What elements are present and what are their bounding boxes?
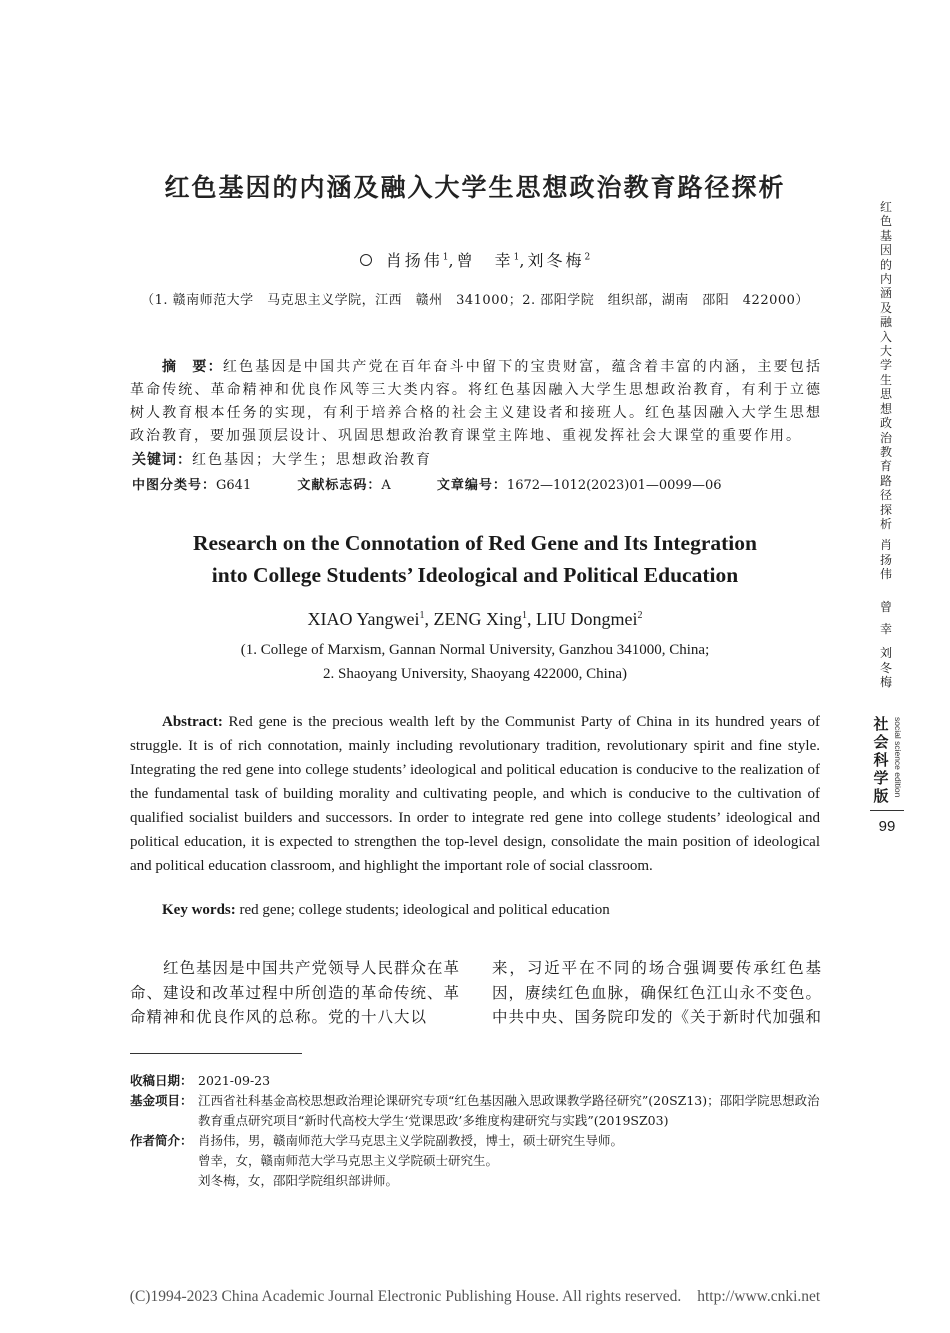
sidebar-char: 径 bbox=[879, 488, 892, 503]
affiliation-cn: （1. 赣南师范大学 马克思主义学院，江西 赣州 341000；2. 邵阳学院 组织部，湖南 邵阳 422000） bbox=[141, 293, 809, 308]
footnote-label: 收稿日期： bbox=[130, 1073, 193, 1088]
sidebar-char: 幸 bbox=[879, 622, 892, 636]
sidebar-char: 大 bbox=[879, 344, 892, 359]
keywords-en-text: red gene; college students; ideological and political education bbox=[235, 902, 610, 918]
doc-code-label: 文献标志码： bbox=[297, 478, 382, 493]
footnote-text: 刘冬梅，女，邵阳学院组织部讲师。 bbox=[198, 1173, 399, 1188]
sidebar-char: 社 bbox=[873, 715, 889, 733]
sidebar-char: 育 bbox=[879, 459, 892, 474]
clc-value: G641 bbox=[216, 478, 252, 493]
sidebar-author-2 bbox=[875, 596, 897, 640]
sidebar-char: 学 bbox=[879, 358, 892, 373]
author-en-1: XIAO Yangwei bbox=[307, 609, 420, 629]
keywords-en-label: Key words: bbox=[162, 902, 236, 918]
copyright-text: (C)1994-2023 China Academic Journal Electronic Publishing House. All rights reserved. bbox=[129, 1288, 682, 1305]
sidebar-char: 路 bbox=[879, 473, 892, 488]
sidebar-title bbox=[875, 200, 897, 531]
footnote-text: 2021-09-23 bbox=[198, 1073, 271, 1088]
circle-bullet-icon bbox=[360, 254, 372, 266]
footnote-fund bbox=[130, 1091, 822, 1131]
sidebar-char: 涵 bbox=[879, 286, 892, 301]
footnote-text: 肖扬伟，男，赣南师范大学马克思主义学院副教授，博士，硕士研究生导师。 bbox=[198, 1133, 624, 1148]
sidebar-char: 基 bbox=[879, 228, 892, 243]
abstract-cn bbox=[130, 356, 822, 448]
abstract-en-text: Red gene is the precious wealth left by the Communist Party of China in its hundred years of struggle. It is of rich connotation, mainly including revolutionary tradition, revolutionary spirit and fine style. Integrating the red gene into college students’ ideological and political education is conducive to the realization of the fundamental task of building morality and cultivating people, and which is conducive to the cultivation of qualified socialist builders and successors. In order to integrate red gene into college students’ ideological and political education, it is expected to strengthen the top-level design, consolidate the main position of ideological and political education classroom, and highlight the important role of social classroom. bbox=[130, 714, 820, 874]
page-number: 99 bbox=[878, 818, 896, 835]
author-en-1-sup: 1 bbox=[419, 610, 425, 621]
classification-row bbox=[130, 474, 822, 493]
affiliation-en bbox=[0, 638, 950, 686]
sidebar-journal-name bbox=[870, 715, 892, 805]
author-en-2: ZENG Xing bbox=[433, 609, 522, 629]
sidebar-char: 伟 bbox=[879, 567, 892, 581]
author-cn-3-sup: 2 bbox=[584, 252, 591, 263]
sidebar-char: 入 bbox=[879, 329, 892, 344]
sidebar-char: 红 bbox=[879, 200, 892, 214]
affiliation-en-line1: (1. College of Marxism, Gannan Normal University, Ganzhou 341000, China; bbox=[240, 642, 710, 658]
footnote-author-bio-3 bbox=[130, 1171, 822, 1191]
clc-label: 中图分类号： bbox=[132, 478, 217, 493]
footnote-label: 作者简介： bbox=[130, 1133, 193, 1148]
authors-cn bbox=[0, 248, 950, 271]
copyright-line bbox=[0, 1288, 950, 1306]
keywords-en bbox=[162, 902, 822, 919]
affiliation-en-line2: 2. Shaoyang University, Shaoyang 422000, China) bbox=[323, 666, 627, 682]
sidebar-divider bbox=[870, 810, 904, 811]
sidebar-char: 生 bbox=[879, 372, 892, 387]
article-no-value: 1672—1012(2023)01—0099—06 bbox=[506, 478, 722, 493]
sidebar-char: 色 bbox=[879, 214, 892, 229]
author-sep: , bbox=[424, 609, 434, 629]
sidebar-char: 学 bbox=[873, 769, 889, 787]
sidebar-char: 治 bbox=[879, 430, 892, 445]
footnote-label: 基金项目： bbox=[130, 1093, 193, 1108]
title-cn: 红色基因的内涵及融入大学生思想政治教育路径探析 bbox=[164, 173, 786, 202]
sidebar-char: 梅 bbox=[879, 675, 892, 689]
sidebar-author-3 bbox=[875, 646, 897, 690]
sidebar-char: 因 bbox=[879, 243, 892, 258]
sidebar-char: 探 bbox=[879, 502, 892, 517]
author-en-3: LIU Dongmei bbox=[536, 609, 638, 629]
sidebar-char: 及 bbox=[879, 300, 892, 315]
sidebar-char: 曾 bbox=[879, 600, 892, 614]
sidebar-char: 析 bbox=[879, 516, 892, 531]
author-en-3-sup: 2 bbox=[637, 610, 643, 621]
doc-code-value: A bbox=[381, 478, 391, 493]
footnote-label bbox=[130, 1151, 198, 1171]
abstract-en bbox=[130, 710, 820, 878]
body-column-1: 红色基因是中国共产党领导人民群众在革命、建设和改革过程中所创造的革命传统、革命精神和优良作风的总称。党的十八大以 bbox=[130, 959, 461, 1026]
footnote-text: 江西省社科基金高校思想政治理论课研究专项“红色基因融入思政课教学路径研究”(20SZ13)；邵阳学院思想政治教育重点研究项目“新时代高校大学生‘党课思政’多维度构建研究与实践”(2019SZ03) bbox=[198, 1093, 820, 1128]
keywords-cn-label: 关键词： bbox=[132, 452, 192, 468]
sidebar-journal-en: social science edition bbox=[893, 717, 903, 798]
sidebar-char: 刘 bbox=[879, 646, 892, 660]
sidebar-char: 融 bbox=[879, 315, 892, 330]
sidebar-char: 想 bbox=[879, 401, 892, 416]
sidebar-char: 肖 bbox=[879, 538, 892, 552]
title-en-line1: Research on the Connotation of Red Gene and Its Integration bbox=[193, 531, 757, 555]
author-cn-2-sup: 1 bbox=[513, 252, 520, 263]
body-column-2: 来，习近平在不同的场合强调要传承红色基因，赓续红色血脉，确保红色江山永不变色。中共中央、国务院印发的《关于新时代加强和 bbox=[492, 959, 823, 1026]
keywords-cn-text: 红色基因；大学生；思想政治教育 bbox=[192, 452, 432, 468]
authors-en bbox=[0, 609, 950, 630]
sidebar-char: 教 bbox=[879, 444, 892, 459]
footnote-author-bio-2 bbox=[130, 1151, 822, 1171]
sidebar-char: 政 bbox=[879, 416, 892, 431]
sidebar-char: 版 bbox=[873, 787, 889, 805]
author-cn-2: 曾 幸 bbox=[456, 251, 514, 270]
sidebar-author-1 bbox=[875, 538, 897, 582]
author-sep: , bbox=[519, 251, 528, 270]
footnote-label bbox=[130, 1171, 198, 1191]
keywords-cn bbox=[130, 449, 822, 469]
abstract-en-label: Abstract: bbox=[162, 714, 223, 730]
sidebar-char: 冬 bbox=[879, 660, 892, 675]
footnote-author-bio bbox=[130, 1131, 822, 1151]
title-en bbox=[0, 527, 950, 591]
footnote-text: 曾幸，女，赣南师范大学马克思主义学院硕士研究生。 bbox=[198, 1153, 499, 1168]
sidebar-char: 思 bbox=[879, 387, 892, 402]
sidebar-char: 扬 bbox=[879, 552, 892, 567]
author-en-2-sup: 1 bbox=[522, 610, 527, 621]
cnki-link[interactable]: http://www.cnki.net bbox=[697, 1288, 821, 1305]
sidebar-char: 的 bbox=[879, 257, 892, 272]
title-en-line2: into College Students’ Ideological and Political Education bbox=[211, 563, 739, 587]
author-cn-1: 肖扬伟 bbox=[385, 251, 443, 270]
footnote-received bbox=[130, 1071, 822, 1091]
sidebar-char: 会 bbox=[873, 733, 889, 751]
footnote-divider bbox=[130, 1053, 302, 1054]
author-sep: , bbox=[527, 609, 536, 629]
author-cn-1-sup: 1 bbox=[442, 252, 449, 263]
author-cn-3: 刘冬梅 bbox=[527, 251, 585, 270]
sidebar-char: 内 bbox=[879, 272, 892, 287]
abstract-cn-text: 红色基因是中国共产党在百年奋斗中留下的宝贵财富，蕴含着丰富的内涵，主要包括革命传统、革命精神和优良作风等三大类内容。将红色基因融入大学生思想政治教育，有利于立德树人教育根本任务的实现，有利于培养合格的社会主义建设者和接班人。红色基因融入大学生思想政治教育，要加强顶层设计、巩固思想政治教育课堂主阵地、重视发挥社会大课堂的重要作用。 bbox=[130, 359, 823, 444]
abstract-cn-label: 摘 要： bbox=[162, 359, 223, 375]
footnotes bbox=[130, 1071, 822, 1191]
sidebar-char: 科 bbox=[873, 751, 889, 769]
author-sep: , bbox=[448, 251, 457, 270]
article-no-label: 文章编号： bbox=[436, 478, 507, 493]
